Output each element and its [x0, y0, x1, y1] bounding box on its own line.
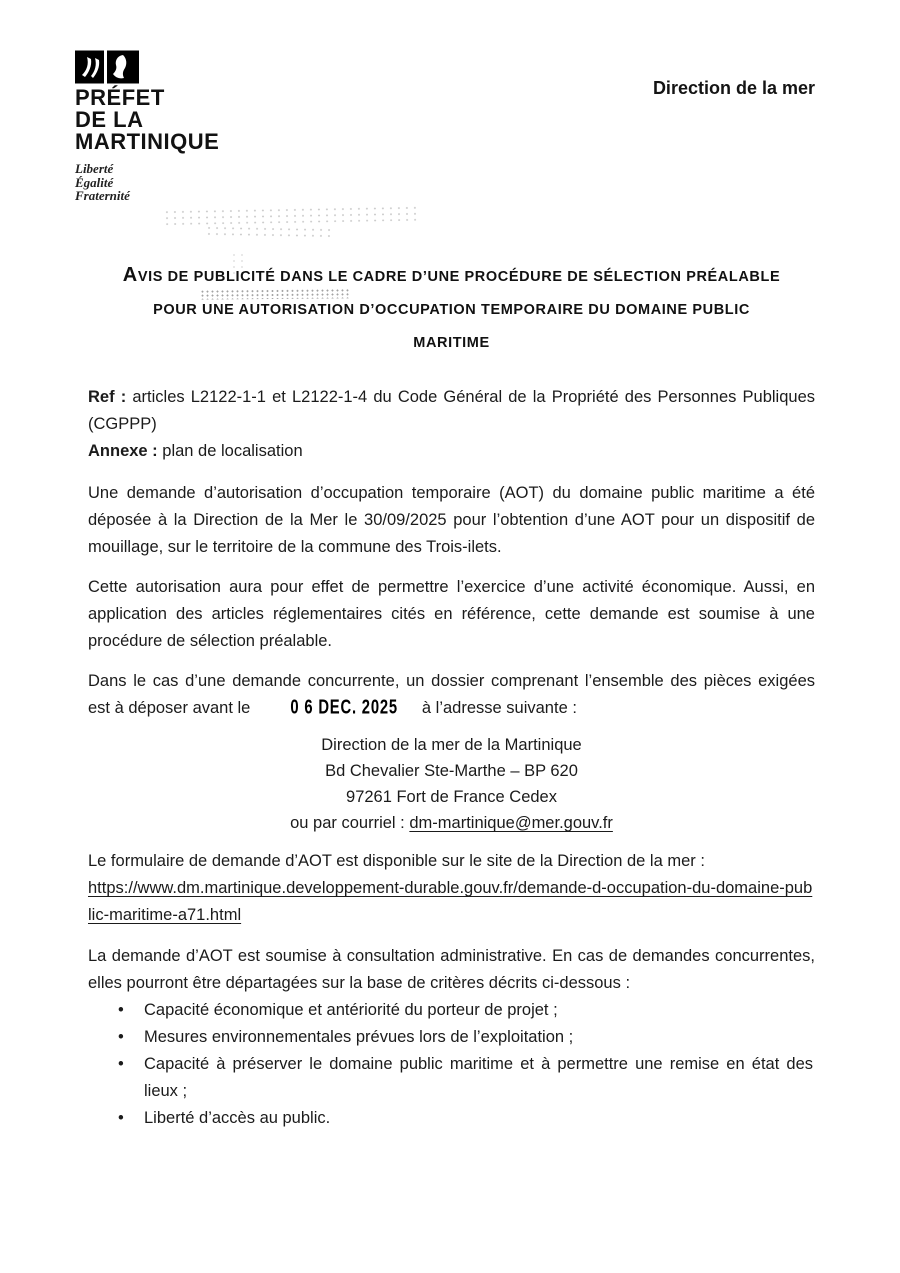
- motto-line: Égalité: [75, 174, 114, 190]
- address-line: Bd Chevalier Ste-Marthe – BP 620: [325, 762, 578, 780]
- bullet-icon: •: [118, 1055, 124, 1073]
- criteria-list: [88, 997, 815, 1132]
- email-link[interactable]: dm-martinique@mer.gouv.fr: [409, 814, 613, 832]
- list-item: [88, 1024, 815, 1051]
- paragraph-deadline: [88, 668, 815, 722]
- ministry-name: [75, 87, 305, 153]
- criterion-text: Capacité économique et antériorité du porteur de projet ;: [144, 1001, 558, 1019]
- reference-block: [88, 384, 815, 465]
- criterion-text: Liberté d’accès au public.: [144, 1109, 331, 1127]
- criterion-text: Mesures environnementales prévues lors de l’exploitation ;: [144, 1028, 574, 1046]
- service-name: Direction de la mer: [652, 78, 815, 98]
- ref-text: articles L2122-1-1 et L2122-1-4 du Code Général de la Propriété des Personnes Publiques (CGPPP): [88, 388, 815, 433]
- scan-noise: [163, 205, 418, 225]
- bullet-icon: •: [118, 1001, 124, 1019]
- scan-noise: [205, 225, 335, 240]
- document-header: [0, 0, 900, 203]
- motto-line: Liberté: [75, 161, 114, 176]
- title-line-1: AVIS DE PUBLICITÉ DANS LE CADRE D’UNE PROCÉDURE DE SÉLECTION PRÉALABLE: [122, 264, 781, 286]
- paragraph-demand: Une demande d’autorisation d’occupation temporaire (AOT) du domaine public maritime a été déposée à la Direction de la Mer le 30/09/2025 pour l’obtention d’une AOT pour un dispositif de mouillage, sur le territoire de la commune des Trois-ilets.: [88, 484, 815, 556]
- deadline-text-before: Dans le cas d’une demande concurrente, un dossier comprenant l’ensemble des pièces exigées est à déposer avant le: [88, 672, 815, 717]
- deadline-text-after: à l’adresse suivante :: [421, 699, 577, 717]
- title-line-2: POUR UNE AUTORISATION D’OCCUPATION TEMPORAIRE DU DOMAINE PUBLIC: [153, 302, 750, 318]
- form-intro: Le formulaire de demande d’AOT est disponible sur le site de la Direction de la mer :: [88, 852, 705, 870]
- date-stamp: 0 6 DEC. 2025: [290, 694, 398, 719]
- list-item: [88, 1105, 815, 1132]
- address-email-line: [88, 810, 815, 836]
- motto-line: Fraternité: [75, 188, 130, 203]
- address-line: 97261 Fort de France Cedex: [346, 788, 557, 806]
- ministry-line: DE LA: [75, 107, 144, 132]
- reference-line: [88, 384, 815, 438]
- annexe-line: [88, 438, 815, 465]
- address-line: Direction de la mer de la Martinique: [321, 736, 582, 754]
- prefecture-logo: [75, 50, 305, 203]
- bullet-icon: •: [118, 1109, 124, 1127]
- form-url-link[interactable]: https://www.dm.martinique.developpement-durable.gouv.fr/demande-d-occupation-du-domaine-public-maritime-a71.html: [88, 879, 813, 924]
- list-item: [88, 1051, 815, 1105]
- list-item: [88, 997, 815, 1024]
- ref-label: Ref :: [88, 388, 127, 406]
- scan-noise: [200, 288, 350, 299]
- email-prefix: ou par courriel :: [290, 814, 410, 832]
- annexe-label: Annexe :: [88, 442, 158, 460]
- marianne-flag-icon: [75, 50, 139, 84]
- form-availability-block: [88, 848, 815, 929]
- title-line-3: MARITIME: [413, 335, 490, 351]
- annexe-text: plan de localisation: [162, 442, 303, 460]
- ministry-line: MARTINIQUE: [75, 129, 220, 154]
- bullet-icon: •: [118, 1028, 124, 1046]
- document-body: [0, 259, 900, 1132]
- notice-title: [88, 259, 815, 360]
- paragraph-authorization: Cette autorisation aura pour effet de permettre l’exercice d’une activité économique. Aussi, en application des articles réglementaires cités en référence, cette demande est soumise à une procédure de sélection préalable.: [88, 578, 815, 650]
- address-block: [88, 732, 815, 836]
- ministry-line: PRÉFET: [75, 85, 165, 110]
- criterion-text: Capacité à préserver le domaine public maritime et à permettre une remise en état des lieux ;: [144, 1055, 813, 1100]
- republic-motto: [75, 162, 305, 203]
- paragraph-consultation: La demande d’AOT est soumise à consultation administrative. En cas de demandes concurrentes, elles pourront être départagées sur la base de critères décrits ci-dessous :: [88, 947, 815, 992]
- form-url-line: [88, 875, 815, 929]
